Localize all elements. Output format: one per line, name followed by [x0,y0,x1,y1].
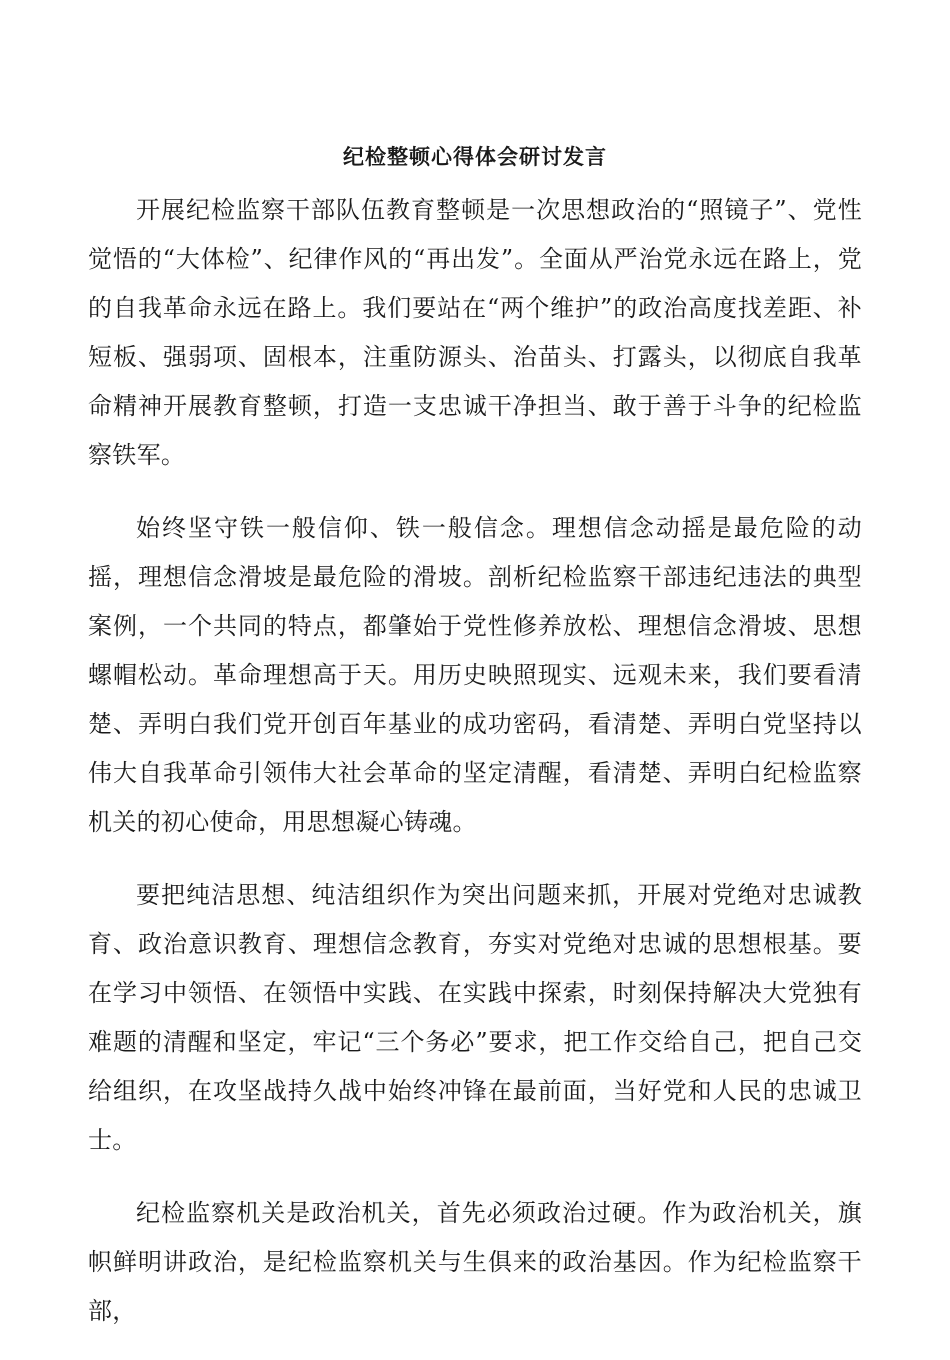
paragraph-4: 纪检监察机关是政治机关，首先必须政治过硬。作为政治机关，旗帜鲜明讲政治，是纪检监察机关与生俱来的政治基因。作为纪检监察干部， [88,1199,862,1325]
paragraph-1: 开展纪检监察干部队伍教育整顿是一次思想政治的“照镜子”、党性觉悟的“大体检”、纪律作风的“再出发”。全面从严治党永远在路上，党的自我革命永远在路上。我们要站在“两个维护”的政治高度找差距、补短板、强弱项、固根本，注重防源头、治苗头、打露头，以彻底自我革命精神开展教育整顿，打造一支忠诚干净担当、敢于善于斗争的纪检监察铁军。 [88,196,862,469]
paragraph-3: 要把纯洁思想、纯洁组织作为突出问题来抓，开展对党绝对忠诚教育、政治意识教育、理想信念教育，夯实对党绝对忠诚的思想根基。要在学习中领悟、在领悟中实践、在实践中探索，时刻保持解决大党独有难题的清醒和坚定，牢记“三个务必”要求，把工作交给自己，把自己交给组织，在攻坚战持久战中始终冲锋在最前面，当好党和人民的忠诚卫士。 [88,881,862,1154]
paragraph-2: 始终坚守铁一般信仰、铁一般信念。理想信念动摇是最危险的动摇，理想信念滑坡是最危险的滑坡。剖析纪检监察干部违纪违法的典型案例，一个共同的特点，都肇始于党性修养放松、理想信念滑坡、思想螺帽松动。革命理想高于天。用历史映照现实、远观未来，我们要看清楚、弄明白我们党开创百年基业的成功密码，看清楚、弄明白党坚持以伟大自我革命引领伟大社会革命的坚定清醒，看清楚、弄明白纪检监察机关的初心使命，用思想凝心铸魂。 [88,514,862,836]
document-page [88,142,862,1360]
document-title: 纪检整顿心得体会研讨发言 [343,144,607,169]
